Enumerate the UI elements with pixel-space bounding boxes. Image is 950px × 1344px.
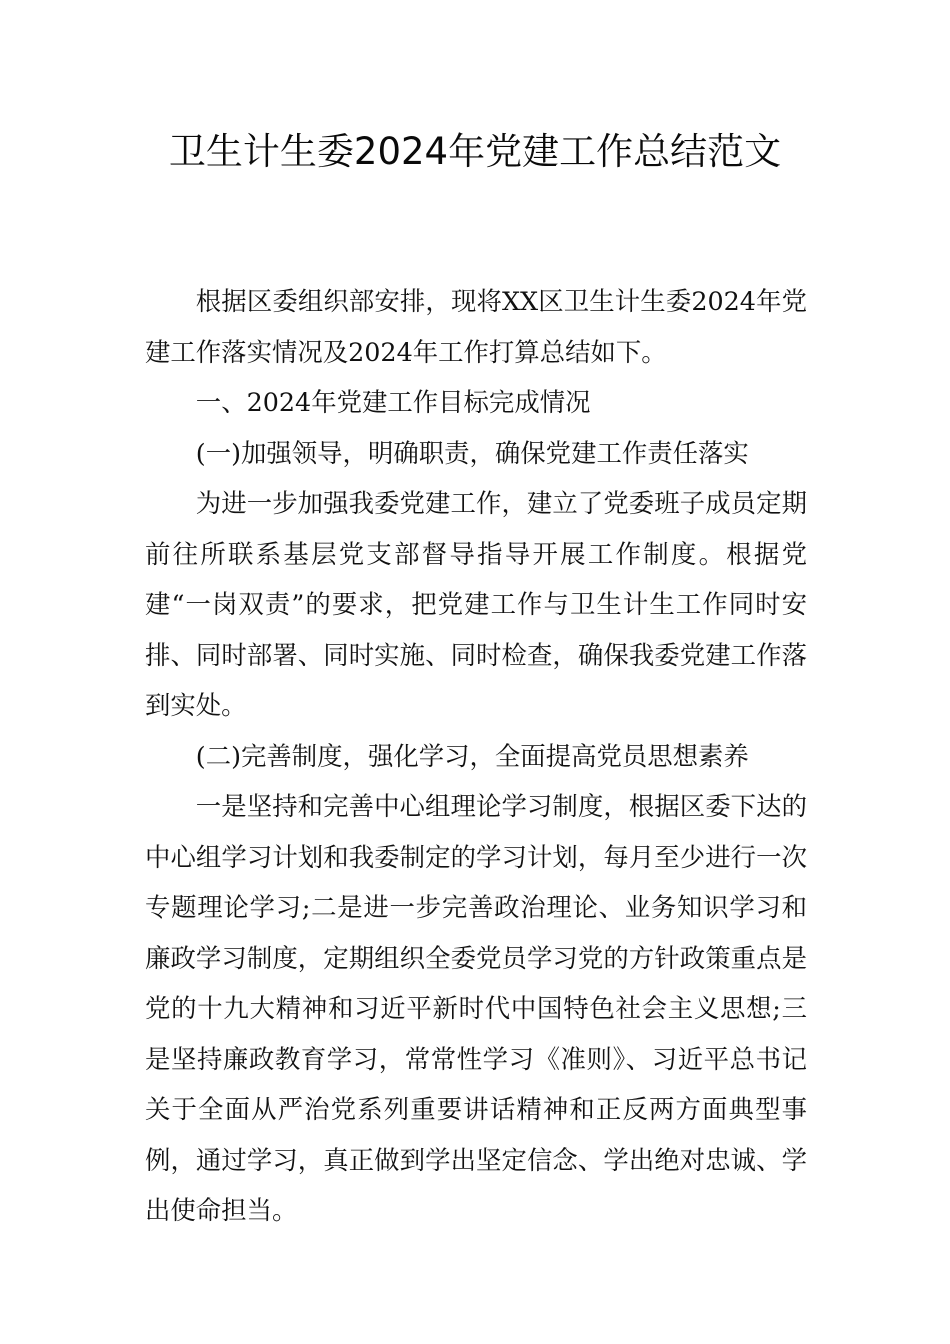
document-body bbox=[145, 276, 807, 1236]
intro-paragraph: 根据区委组织部安排，现将XX区卫生计生委2024年党建工作落实情况及2024年工作打算总结如下。 bbox=[145, 286, 807, 367]
section-heading: 一、2024年党建工作目标完成情况 bbox=[195, 387, 591, 417]
subsection-heading: (二)完善制度，强化学习，全面提高党员思想素养 bbox=[195, 740, 749, 771]
body-paragraph: 为进一步加强我委党建工作，建立了党委班子成员定期前往所联系基层党支部督导指导开展工作制度。根据党建“一岗双责”的要求，把党建工作与卫生计生工作同时安排、同时部署、同时实施、同时检查，确保我委党建工作落到实处。 bbox=[145, 488, 807, 720]
subsection-heading: (一)加强领导，明确职责，确保党建工作责任落实 bbox=[195, 437, 749, 468]
document-title: 卫生计生委2024年党建工作总结范文 bbox=[168, 130, 782, 173]
body-paragraph: 一是坚持和完善中心组理论学习制度，根据区委下达的中心组学习计划和我委制定的学习计划，每月至少进行一次专题理论学习;二是进一步完善政治理论、业务知识学习和廉政学习制度，定期组织全委党员学习党的方针政策重点是党的十九大精神和习近平新时代中国特色社会主义思想;三是坚持廉政教育学习，常常性学习《准则》、习近平总书记关于全面从严治党系列重要讲话精神和正反两方面典型事例，通过学习，真正做到学出坚定信念、学出绝对忠诚、学出使命担当。 bbox=[145, 791, 807, 1225]
